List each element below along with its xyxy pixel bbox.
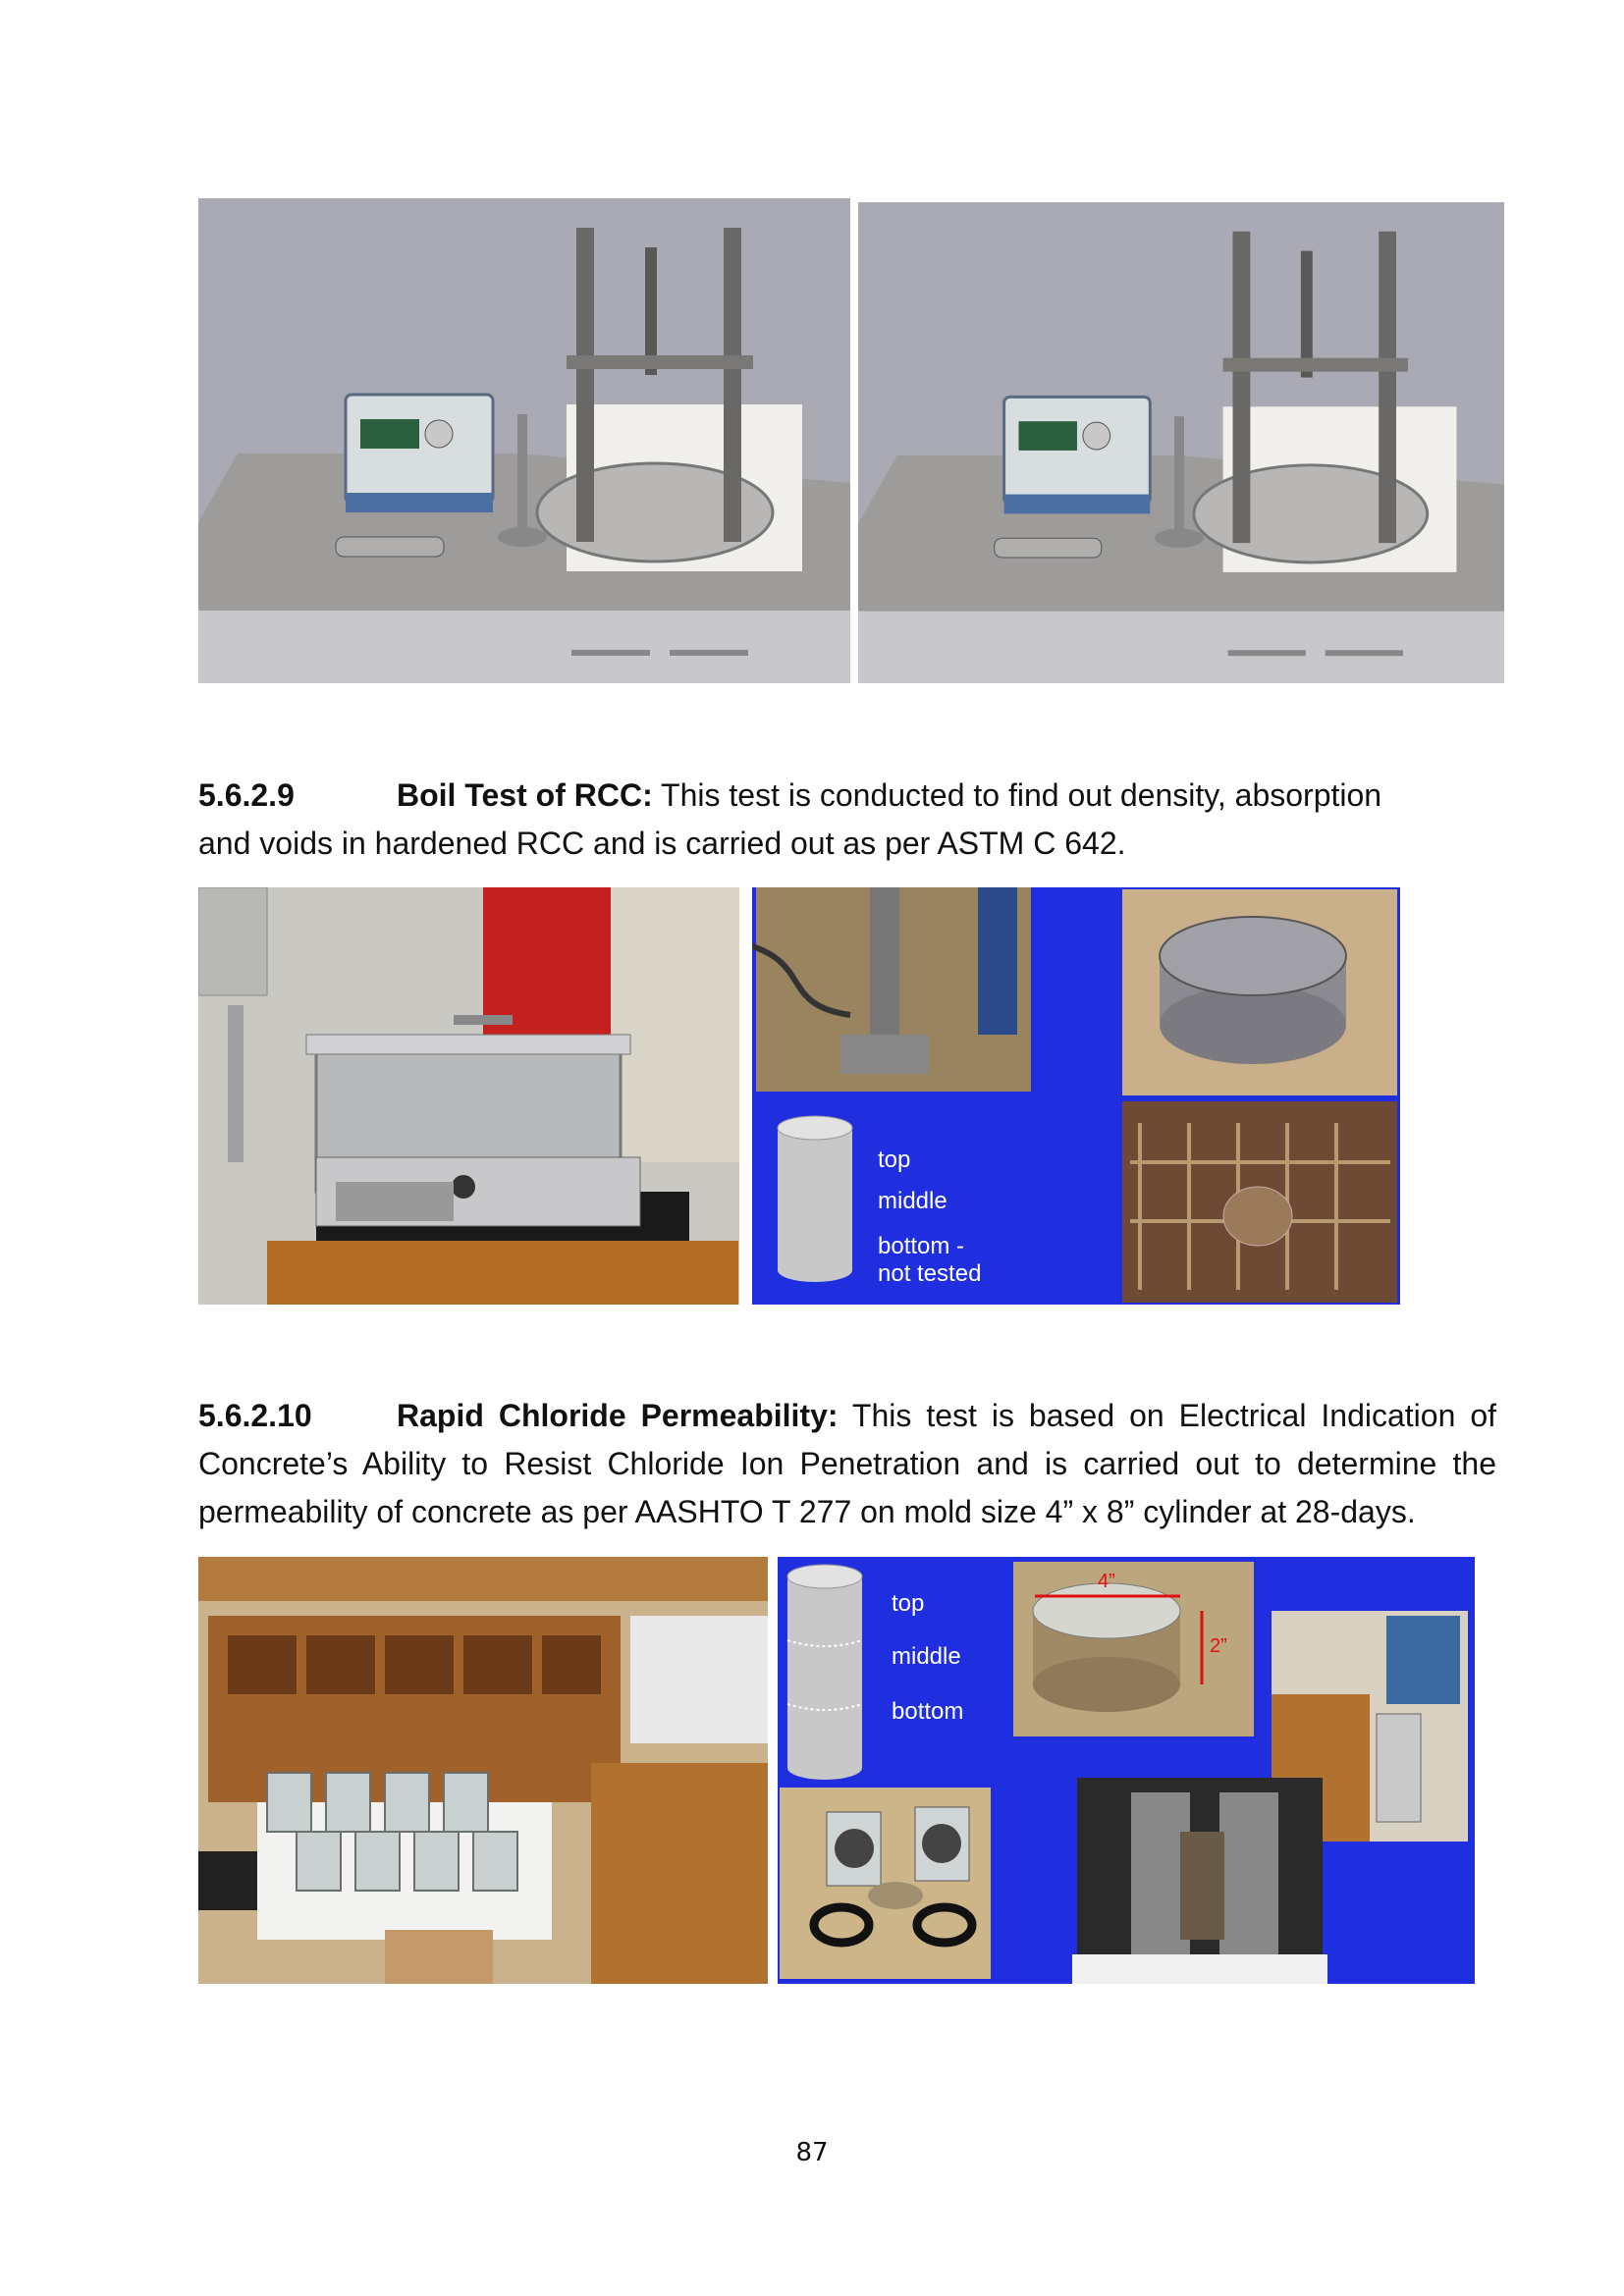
- rcp-paragraph: [198, 1392, 1496, 1536]
- apparatus-photo-left: [198, 198, 850, 683]
- boil-test-text-line2: and voids in hardened RCC and is carried out as per ASTM C 642.: [198, 826, 1126, 861]
- boil-slide-label-top: top: [878, 1147, 911, 1173]
- rcp-dim-height: 2”: [1210, 1635, 1227, 1657]
- boil-test-heading: Boil Test of RCC:: [397, 777, 653, 813]
- page-number: 87: [795, 2138, 829, 2167]
- boil-test-paragraph: [198, 772, 1496, 868]
- boil-slide-label-not-tested: not tested: [878, 1260, 982, 1287]
- boil-test-number: 5.6.2.9: [198, 777, 295, 813]
- apparatus-photo-right: [858, 202, 1504, 683]
- boil-slide-label-middle: middle: [878, 1188, 947, 1214]
- rcp-lab-photo: [198, 1557, 768, 1984]
- rcp-number: 5.6.2.10: [198, 1398, 312, 1433]
- boil-slide-label-bottom: bottom -: [878, 1233, 965, 1259]
- rcp-dim-diameter: 4”: [1098, 1571, 1115, 1592]
- rcp-slide: [778, 1557, 1475, 1984]
- rcp-slide-label-top: top: [892, 1590, 925, 1617]
- rcp-slide-label-middle: middle: [892, 1643, 961, 1670]
- rcp-text: This test is based on Electrical Indication of Concrete’s Ability to Resist Chloride Ion Penetration and is carried out to determine the permeability of concrete as per AASHTO T 277 on mold size 4” x 8” cylinder at 28-days.: [198, 1398, 1496, 1529]
- rcp-slide-label-bottom: bottom: [892, 1698, 964, 1725]
- boil-tank-photo: [198, 887, 739, 1305]
- boil-test-text-line1: This test is conducted to find out density, absorption: [652, 777, 1382, 813]
- rcp-heading: Rapid Chloride Permeability:: [397, 1398, 839, 1433]
- boil-test-slide: [752, 887, 1400, 1305]
